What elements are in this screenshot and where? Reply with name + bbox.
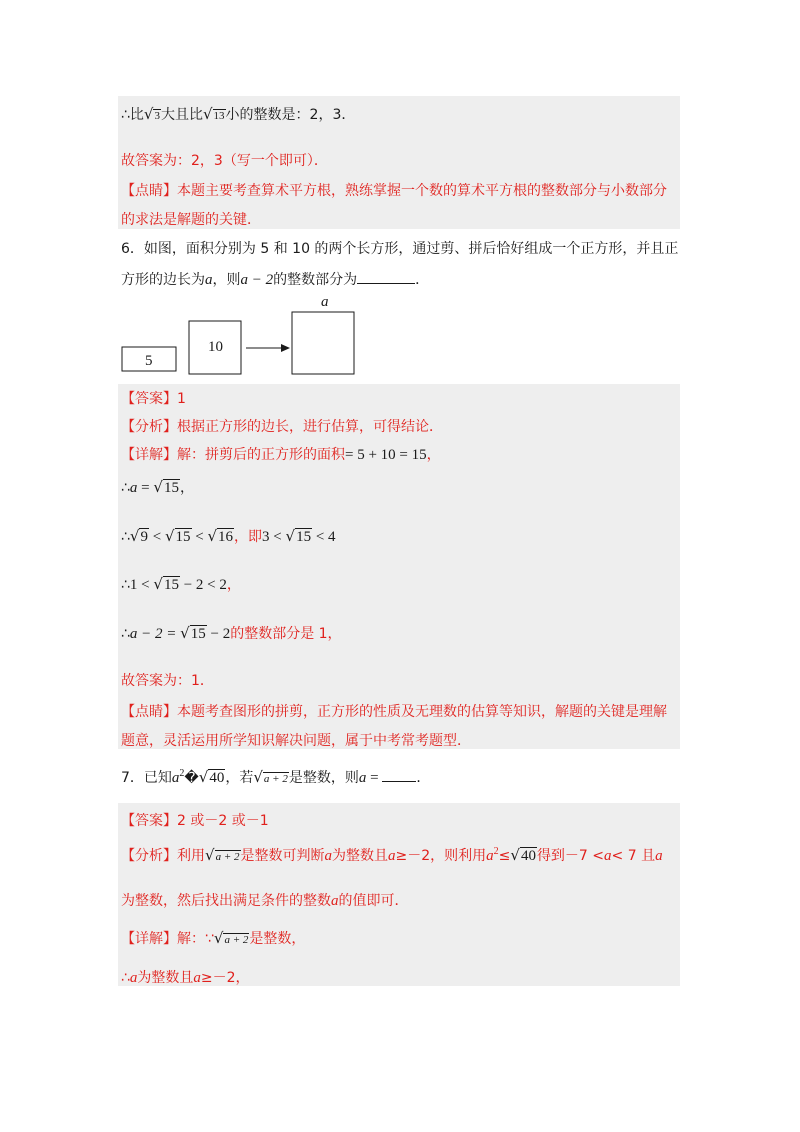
sol6-comment-line1: 【点睛】本题考查图形的拼剪，正方形的性质及无理数的估算等知识，解题的关键是理解 — [121, 704, 667, 720]
sqrt-40: √40 — [198, 768, 225, 786]
sol7-last-line: ∴a为整数且a≥－2， — [121, 970, 250, 986]
square-result — [292, 312, 354, 374]
figure-label-a: a — [321, 294, 329, 310]
sol6-step3: ∴1 < √15 − 2 < 2， — [121, 575, 241, 593]
figure-label-10: 10 — [208, 339, 223, 355]
q7-line: 7．已知$a^2�√40$，若√a + 2是整数，则a = ． — [121, 768, 431, 786]
sol6-comment-line2: 题意，灵活运用所学知识解决问题，属于中考常考题型． — [121, 733, 471, 749]
q6-line1: 6．如图，面积分别为 5 和 10 的两个长方形，通过剪、拼后恰好组成一个正方形，并且正 — [121, 241, 679, 257]
figure-label-5: 5 — [145, 353, 153, 369]
sol6-step1: ∴a = √15， — [121, 478, 194, 496]
sqrt-15: √15 — [153, 478, 179, 496]
sol6-final: 故答案为：1． — [121, 673, 214, 689]
arrow-head-icon — [281, 344, 290, 352]
block1-comment-line1: 【点睛】本题主要考查算术平方根，熟练掌握一个数的算术平方根的整数部分与小数部分 — [121, 183, 667, 199]
figure-svg — [118, 294, 378, 379]
block1-answer: 故答案为：2，3（写一个即可）． — [121, 153, 328, 169]
sol6-detail: 【详解】解：拼剪后的正方形的面积= 5 + 10 = 15， — [121, 447, 441, 463]
block1-comment-line2: 的求法是解题的关键． — [121, 212, 261, 228]
sol7-analysis-line1: 【分析】利用√a + 2是整数可判断a为整数且a≥－2，则利用$a^2\le√40$得到－7 <a< 7 且a — [121, 846, 663, 864]
solution-block-shade-2 — [118, 384, 680, 749]
sol7-analysis-line2: 为整数，然后找出满足条件的整数a的值即可． — [121, 893, 409, 909]
sqrt-3: √3 — [143, 105, 160, 123]
sol6-analysis: 【分析】根据正方形的边长，进行估算，可得结论． — [121, 419, 443, 435]
sqrt-a-plus-2: √a + 2 — [253, 768, 288, 786]
sol7-detail: 【详解】解：∵√a + 2是整数， — [121, 929, 306, 947]
q6-answer-blank[interactable] — [357, 269, 415, 284]
figure-rectangles — [118, 294, 378, 379]
sqrt-13: √13 — [202, 105, 225, 123]
sol6-answer: 【答案】1 — [121, 391, 186, 407]
sol6-step2: ∴√9 < √15 < √16，即3 < √15 < 4 — [121, 527, 336, 545]
sol6-step4: ∴a − 2 = √15 − 2的整数部分是 1， — [121, 624, 342, 642]
q6-line2: 方形的边长为a，则a − 2的整数部分为 ． — [121, 269, 429, 289]
q7-answer-blank[interactable] — [382, 767, 416, 782]
sol7-answer: 【答案】2 或－2 或－1 — [121, 813, 269, 829]
block1-line1: ∴比√3大且比√13小的整数是：2，3． — [121, 105, 356, 123]
